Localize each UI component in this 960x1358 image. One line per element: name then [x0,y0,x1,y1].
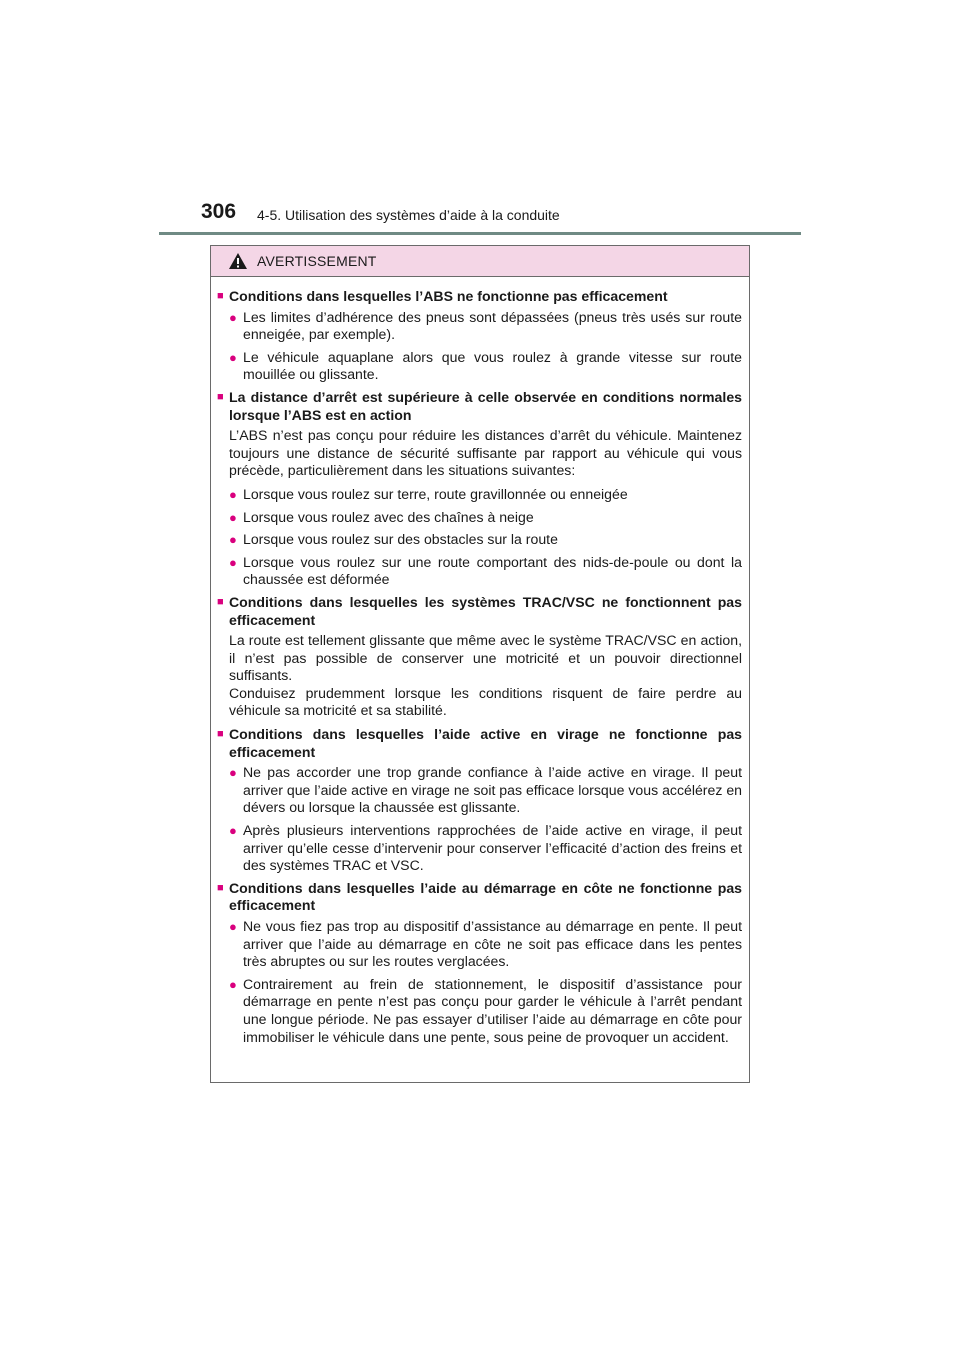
list-item: ● Le véhicule aquaplane alors que vous roulez à grande vitesse sur route mouillée ou glissante. [229,348,742,383]
section-title: 4-5. Utilisation des systèmes d’aide à la conduite [257,207,560,223]
warning-title: AVERTISSEMENT [257,253,377,269]
page-number: 306 [201,200,237,223]
circle-bullet-icon: ● [229,554,237,570]
circle-bullet-icon: ● [229,532,237,548]
list-item: ● Les limites d’adhérence des pneus sont dépassées (pneus très usés sur route enneigée, par exemple). [229,308,742,343]
circle-bullet-icon: ● [229,765,237,781]
section-heading: ■ Conditions dans lesquelles l’aide active en virage ne fonctionne pas efficacement [217,726,742,760]
list-item: ● Lorsque vous roulez sur terre, route gravillonnée ou enneigée [229,485,628,502]
list-item: ● Contrairement au frein de stationnement, le dispositif d’assistance pour démarrage en pente n’est pas conçu pour garder le véhicule à l’arrêt pendant une longue période. Ne pas essayer d’utiliser l’aide au démarrage en côte pour immobiliser le véhicule dans une pente, sous peine de provoquer un accident. [229,975,742,1045]
circle-bullet-icon: ● [229,349,237,365]
square-bullet-icon: ■ [217,728,224,741]
square-bullet-icon: ■ [217,595,224,608]
section-heading: ■ La distance d’arrêt est supérieure à celle observée en conditions normales lorsque l’ABS est en action [217,388,742,423]
warning-box [210,245,750,1083]
warning-body [211,277,749,1046]
section-heading: ■ Conditions dans lesquelles l’aide au démarrage en côte ne fonctionne pas efficacement [217,879,742,914]
warning-triangle-icon [228,252,248,270]
paragraph: La route est tellement glissante que même avec le système TRAC/VSC en action, il n’est pas possible de conserver une motricité et un pouvoir directionnel suffisants. [229,632,742,684]
circle-bullet-icon: ● [229,486,237,502]
paragraph: Conduisez prudemment lorsque les conditions risquent de faire perdre au véhicule sa motricité et sa stabilité. [229,684,742,719]
list-item: ● Ne pas accorder une trop grande confiance à l’aide active en virage. Il peut arriver que l’aide active en virage ne soit pas efficace lorsque vous accélérez en dévers ou lorsque la chaussée est glissante. [229,764,742,816]
list-item: ● Lorsque vous roulez sur une route comportant des nids-de-poule ou dont la chaussée est déformée [229,553,742,588]
square-bullet-icon: ■ [217,290,224,302]
square-bullet-icon: ■ [217,390,224,403]
square-bullet-icon: ■ [217,881,224,894]
header-divider [159,232,801,235]
list-item: ● Lorsque vous roulez sur des obstacles sur la route [229,531,558,548]
list-item: ● Ne vous fiez pas trop au dispositif d’assistance au démarrage en pente. Il peut arriver que l’aide au démarrage en côte ne soit pas efficace dans les pentes très abruptes ou sur les routes verglacées. [229,918,742,970]
circle-bullet-icon: ● [229,919,237,934]
paragraph: L’ABS n’est pas conçu pour réduire les distances d’arrêt du véhicule. Maintenez toujours une distance de sécurité suffisante par rapport au véhicule qui vous précède, particulièrement dans les situations suivantes: [229,427,742,479]
list-item: ● Lorsque vous roulez avec des chaînes à neige [229,508,534,525]
warning-header [211,246,749,277]
section-heading: ■ Conditions dans lesquelles les systèmes TRAC/VSC ne fonctionnent pas efficacement [217,593,742,628]
circle-bullet-icon: ● [229,509,237,525]
list-item: ● Après plusieurs interventions rapprochées de l’aide active en virage, il peut arriver qu’elle cesse d’intervenir pour conserver l’efficacité d’action des freins et des systèmes TRAC et VSC. [229,822,742,874]
circle-bullet-icon: ● [229,309,237,325]
circle-bullet-icon: ● [229,976,237,992]
circle-bullet-icon: ● [229,823,237,839]
section-heading: ■ Conditions dans lesquelles l’ABS ne fonctionne pas efficacement [217,288,668,304]
